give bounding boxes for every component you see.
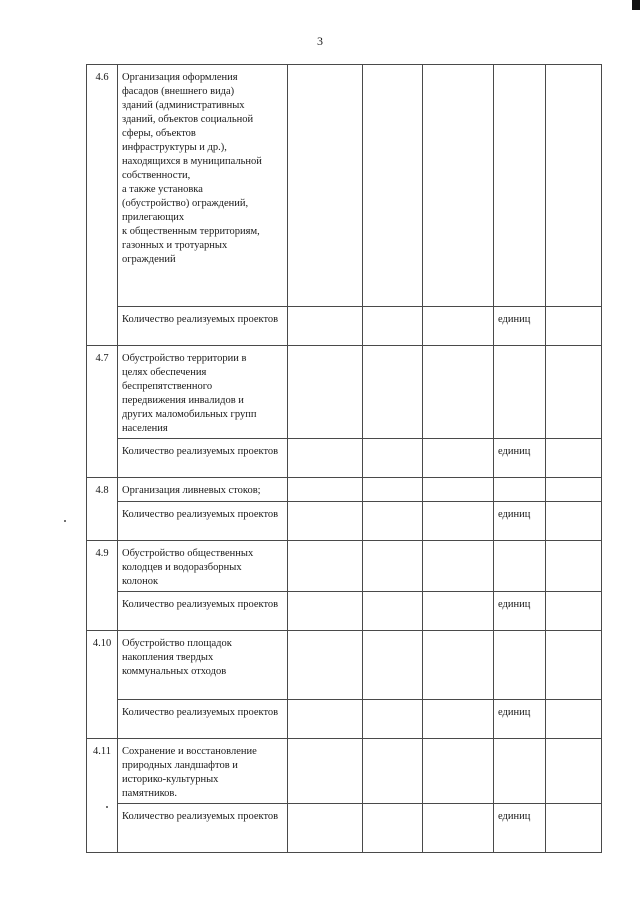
activity-name-line: к общественным территориям, — [122, 226, 260, 237]
empty-cell — [423, 541, 494, 592]
activity-number: 4.7 — [87, 346, 118, 478]
activity-name-line: Организация оформления — [122, 72, 238, 83]
activity-number: 4.9 — [87, 541, 118, 631]
empty-cell — [423, 739, 494, 804]
empty-cell — [363, 541, 423, 592]
indicator-label: Количество реализуемых проектов — [118, 804, 288, 853]
activity-name-line: природных ландшафтов и — [122, 760, 238, 771]
empty-cell — [546, 439, 602, 478]
activity-number: 4.11 — [87, 739, 118, 853]
activity-name — [118, 478, 288, 502]
activity-name-line: накопления твердых — [122, 652, 214, 663]
empty-cell — [423, 439, 494, 478]
activity-name — [118, 739, 288, 804]
activity-name-line: фасадов (внешнего вида) — [122, 86, 235, 97]
empty-cell — [363, 307, 423, 346]
empty-cell — [423, 478, 494, 502]
empty-cell — [546, 739, 602, 804]
activity-row — [87, 478, 602, 502]
activity-name-line: колодцев и водоразборных — [122, 562, 242, 573]
empty-cell — [423, 804, 494, 853]
empty-cell — [494, 478, 546, 502]
empty-cell — [363, 631, 423, 700]
unit-cell: единиц — [494, 804, 546, 853]
empty-cell — [546, 700, 602, 739]
indicator-label: Количество реализуемых проектов — [118, 307, 288, 346]
activity-name — [118, 631, 288, 700]
indicator-row — [87, 700, 602, 739]
activity-row — [87, 541, 602, 592]
empty-cell — [546, 541, 602, 592]
unit-cell: единиц — [494, 502, 546, 541]
empty-cell — [288, 65, 363, 307]
empty-cell — [288, 502, 363, 541]
empty-cell — [494, 541, 546, 592]
activity-name — [118, 541, 288, 592]
activity-name-line: ограждений — [122, 254, 176, 265]
empty-cell — [546, 307, 602, 346]
activity-name-line: Обустройство территории в — [122, 353, 247, 364]
activity-name-line: памятников. — [122, 788, 177, 799]
scan-speck — [64, 520, 66, 522]
indicator-row — [87, 502, 602, 541]
activity-name — [118, 346, 288, 439]
activity-name-line: Сохранение и восстановление — [122, 746, 257, 757]
empty-cell — [423, 631, 494, 700]
empty-cell — [288, 346, 363, 439]
activity-name-line: сферы, объектов — [122, 128, 196, 139]
indicator-row — [87, 804, 602, 853]
activity-name-line: (обустройство) ограждений, — [122, 198, 249, 209]
activity-row — [87, 65, 602, 307]
empty-cell — [546, 65, 602, 307]
activity-number: 4.10 — [87, 631, 118, 739]
unit-cell: единиц — [494, 592, 546, 631]
empty-cell — [546, 804, 602, 853]
activity-table-body — [87, 65, 602, 853]
empty-cell — [363, 592, 423, 631]
indicator-label: Количество реализуемых проектов — [118, 439, 288, 478]
indicator-label: Количество реализуемых проектов — [118, 592, 288, 631]
activity-name — [118, 65, 288, 307]
empty-cell — [423, 346, 494, 439]
empty-cell — [494, 65, 546, 307]
empty-cell — [363, 478, 423, 502]
empty-cell — [288, 478, 363, 502]
unit-cell: единиц — [494, 439, 546, 478]
empty-cell — [288, 307, 363, 346]
indicator-label: Количество реализуемых проектов — [118, 502, 288, 541]
activity-number: 4.6 — [87, 65, 118, 346]
empty-cell — [423, 592, 494, 631]
activity-name-line: колонок — [122, 576, 159, 587]
empty-cell — [363, 804, 423, 853]
activity-name-line: передвижения инвалидов и — [122, 395, 244, 406]
activity-name-line: газонных и тротуарных — [122, 240, 228, 251]
empty-cell — [288, 739, 363, 804]
empty-cell — [288, 804, 363, 853]
empty-cell — [363, 739, 423, 804]
activity-name-line: зданий (административных — [122, 100, 245, 111]
activity-row — [87, 631, 602, 700]
activity-name-line: Организация ливневых стоков; — [122, 485, 261, 496]
activity-name-line: а также установка — [122, 184, 203, 195]
activity-name-line: находящихся в муниципальной — [122, 156, 262, 167]
activity-name-line: целях обеспечения — [122, 367, 207, 378]
activity-name-line: Обустройство общественных — [122, 548, 254, 559]
empty-cell — [288, 541, 363, 592]
empty-cell — [288, 439, 363, 478]
empty-cell — [363, 346, 423, 439]
empty-cell — [423, 65, 494, 307]
empty-cell — [363, 502, 423, 541]
activity-name-line: коммунальных отходов — [122, 666, 227, 677]
activity-name-line: зданий, объектов социальной — [122, 114, 254, 125]
activity-name-line: прилегающих — [122, 212, 185, 223]
empty-cell — [288, 592, 363, 631]
empty-cell — [494, 346, 546, 439]
indicator-row — [87, 307, 602, 346]
empty-cell — [546, 346, 602, 439]
unit-cell: единиц — [494, 307, 546, 346]
unit-cell: единиц — [494, 700, 546, 739]
empty-cell — [546, 478, 602, 502]
empty-cell — [423, 307, 494, 346]
activity-name-line: Обустройство площадок — [122, 638, 232, 649]
indicator-row — [87, 439, 602, 478]
empty-cell — [363, 439, 423, 478]
empty-cell — [546, 592, 602, 631]
activity-row — [87, 739, 602, 804]
indicator-label: Количество реализуемых проектов — [118, 700, 288, 739]
activity-name-line: других маломобильных групп — [122, 409, 257, 420]
empty-cell — [288, 700, 363, 739]
activity-number: 4.8 — [87, 478, 118, 541]
empty-cell — [494, 631, 546, 700]
page-number: 3 — [317, 34, 323, 48]
empty-cell — [363, 65, 423, 307]
empty-cell — [363, 700, 423, 739]
empty-cell — [494, 739, 546, 804]
empty-cell — [546, 502, 602, 541]
activity-name-line: историко-культурных — [122, 774, 219, 785]
empty-cell — [288, 631, 363, 700]
empty-cell — [423, 502, 494, 541]
activity-name-line: инфраструктуры и др.), — [122, 142, 227, 153]
activity-table — [86, 64, 602, 853]
empty-cell — [423, 700, 494, 739]
indicator-row — [87, 592, 602, 631]
scan-corner-mark — [632, 0, 640, 10]
activity-name-line: собственности, — [122, 170, 191, 181]
activity-name-line: населения — [122, 423, 168, 434]
activity-name-line: беспрепятственного — [122, 381, 213, 392]
activity-row — [87, 346, 602, 439]
empty-cell — [546, 631, 602, 700]
